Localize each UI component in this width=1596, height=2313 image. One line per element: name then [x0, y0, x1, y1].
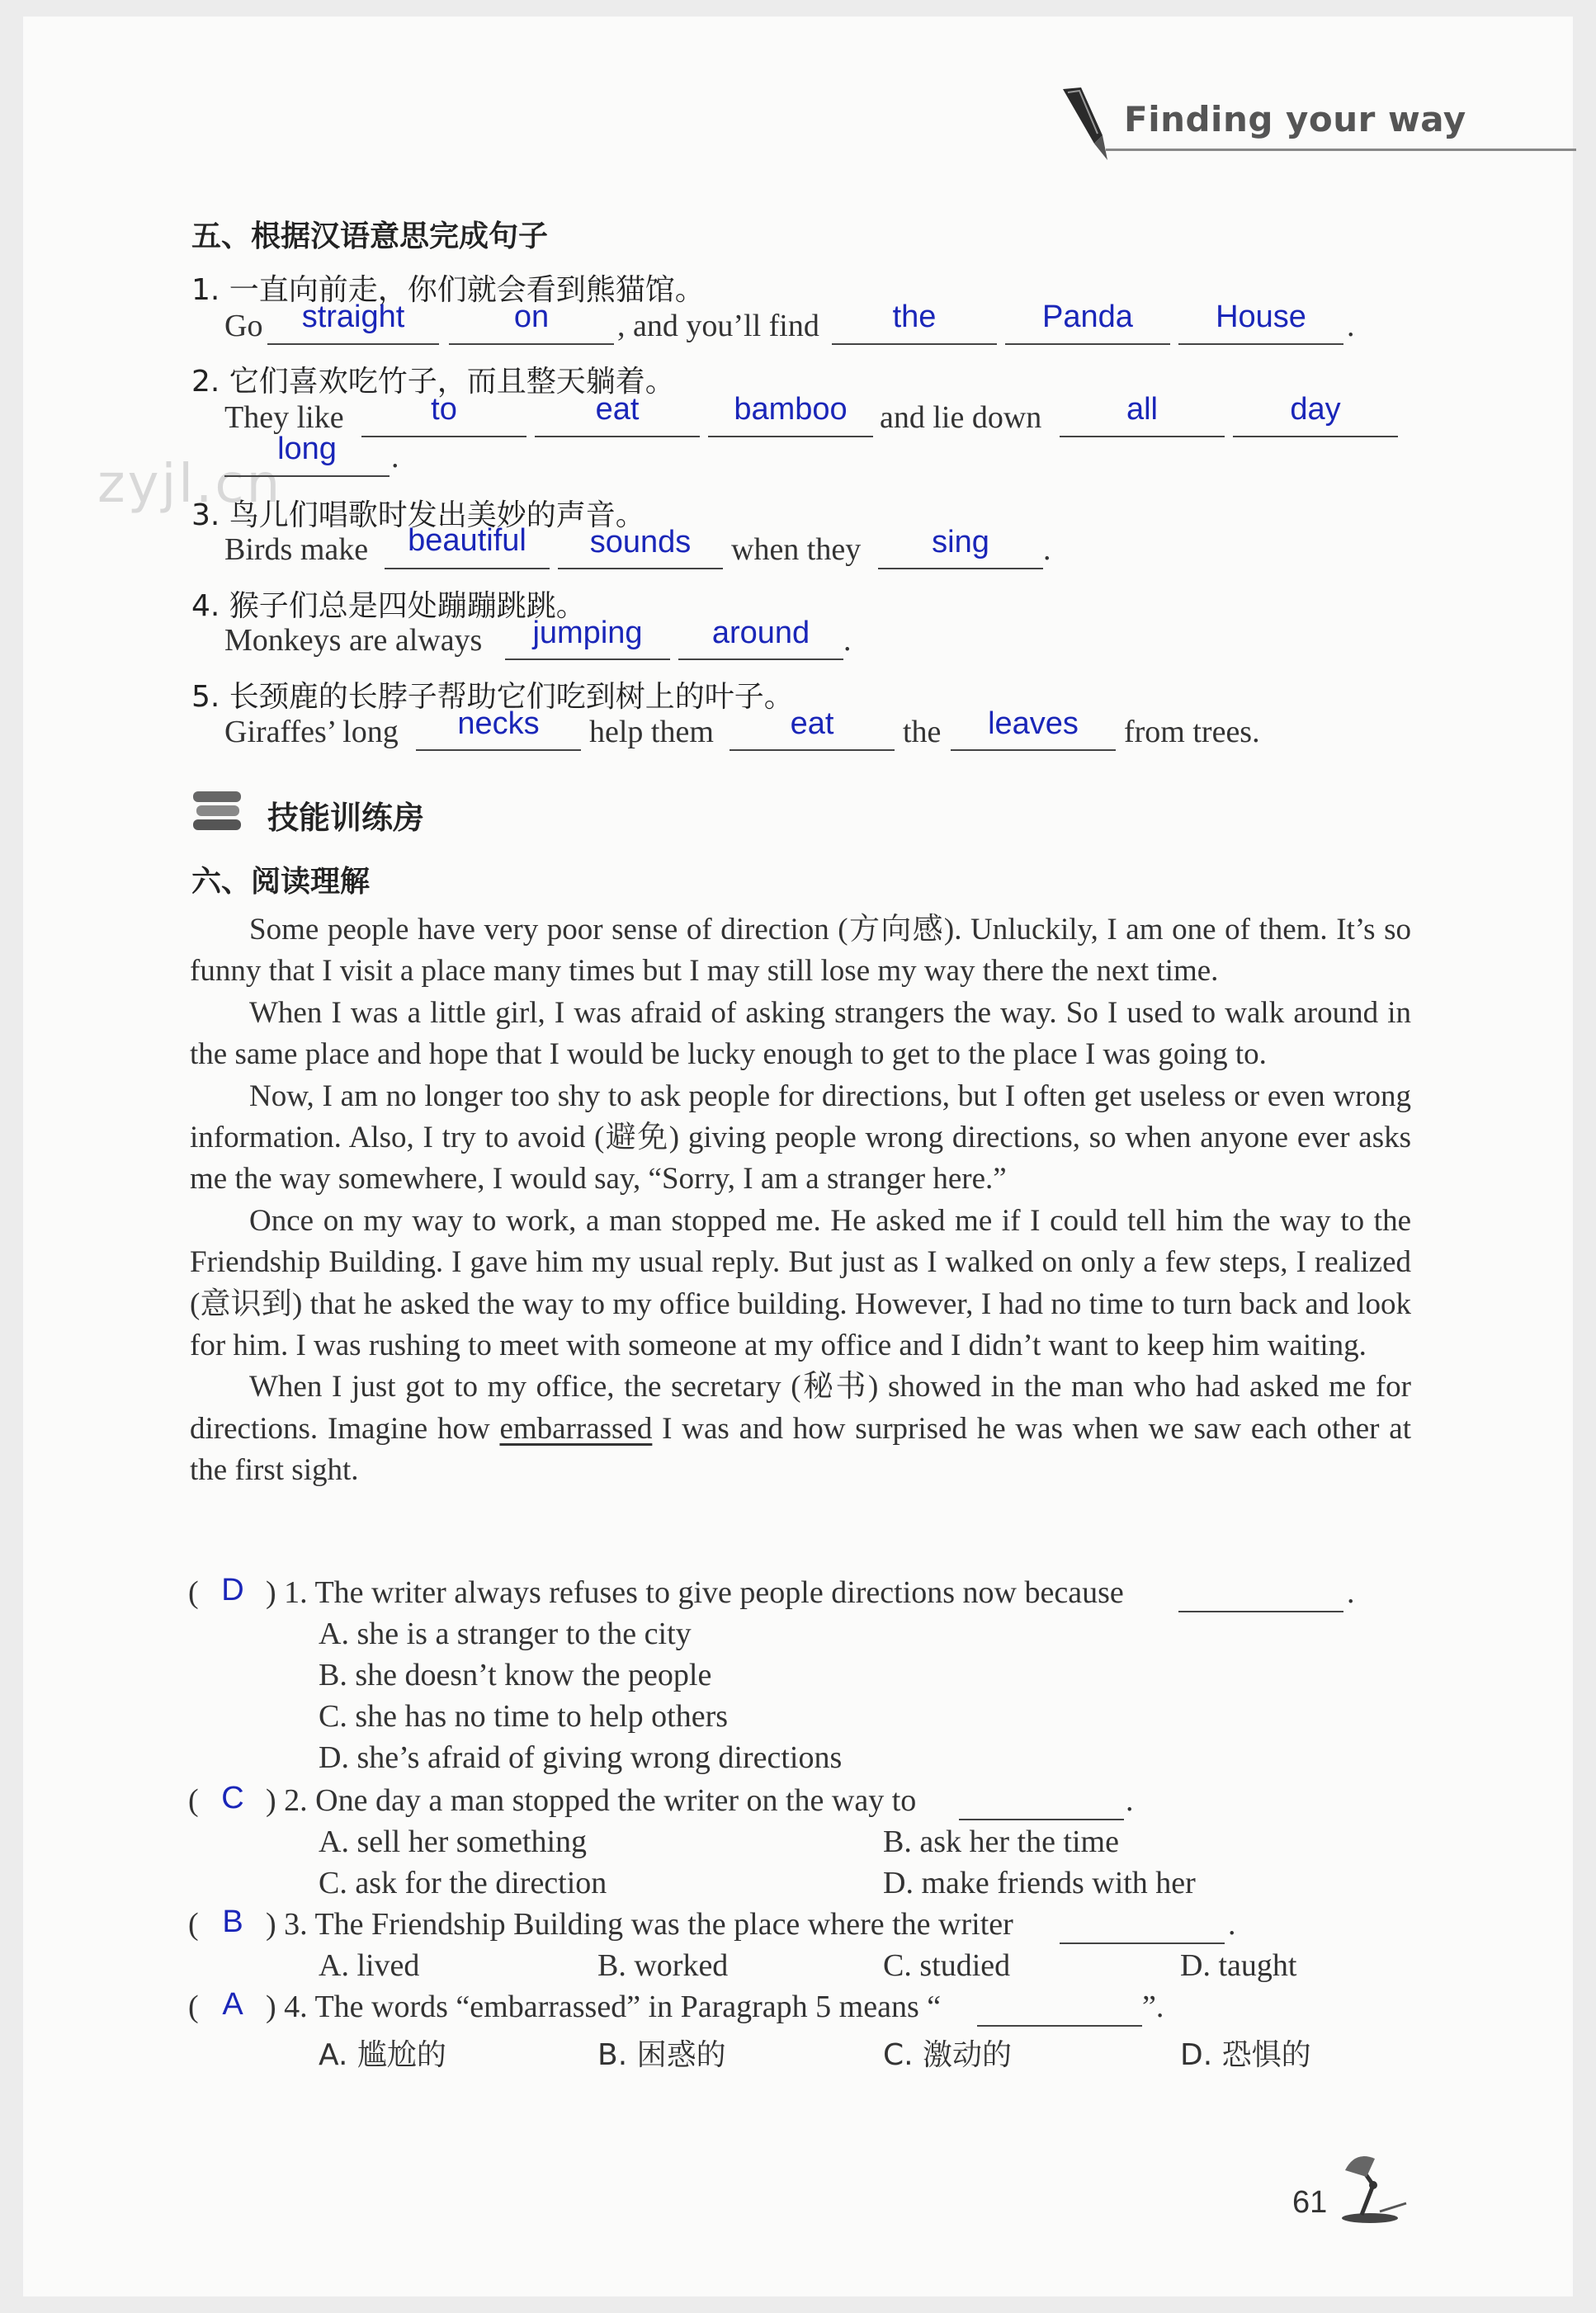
answer-blank	[416, 749, 581, 751]
answer-text: around	[711, 616, 810, 650]
answer-text: the	[892, 300, 937, 334]
answer-text: sounds	[589, 525, 692, 559]
question-answer: D	[221, 1573, 244, 1607]
sentence1-text-1: Go	[224, 309, 263, 343]
sentence3-end: .	[1043, 532, 1051, 567]
option: C. studied	[883, 1948, 1011, 1983]
answer-blank	[1005, 343, 1170, 345]
answer-text: beautiful	[408, 523, 526, 558]
option: D. taught	[1180, 1948, 1297, 1983]
answer-blank	[832, 343, 997, 345]
books-icon	[191, 788, 243, 834]
sentence4-text-1: Monkeys are always	[224, 623, 483, 658]
answer-text: Panda	[1042, 300, 1133, 334]
sentence4-chinese: 4. 猴子们总是四处蹦蹦跳跳。	[191, 589, 586, 623]
question-end: .	[1228, 1907, 1236, 1942]
answer-paren-open: (	[188, 1783, 199, 1818]
sentence1-chinese: 1. 一直向前走，你们就会看到熊猫馆。	[191, 273, 705, 307]
answer-blank	[385, 568, 550, 569]
answer-blank	[977, 2025, 1142, 2027]
answer-blank	[1060, 436, 1225, 437]
answer-blank	[449, 343, 614, 345]
answer-text: day	[1290, 392, 1341, 427]
desk-lamp-icon	[1337, 2145, 1411, 2224]
watermark: zyjl.cn	[97, 454, 283, 515]
question-stem: ) 2. One day a man stopped the writer on the way to	[266, 1783, 917, 1818]
skills-title: 技能训练房	[267, 800, 425, 836]
answer-text: sing	[932, 525, 989, 559]
question-answer: C	[221, 1781, 244, 1815]
pen-nib-icon	[1056, 86, 1116, 168]
header-title: Finding your way	[1124, 99, 1466, 139]
option: A. sell her something	[319, 1824, 588, 1859]
answer-paren-open: (	[188, 1575, 199, 1610]
option: B. she doesn’t know the people	[319, 1658, 712, 1692]
sentence3-text-1: Birds make	[224, 532, 369, 567]
question-end: .	[1347, 1575, 1355, 1610]
option: A. she is a stranger to the city	[319, 1617, 692, 1651]
sentence2-chinese: 2. 它们喜欢吃竹子，而且整天躺着。	[191, 365, 675, 399]
sentence5-end: from trees.	[1124, 715, 1260, 749]
passage-paragraph: Once on my way to work, a man stopped me. He asked me if I could tell him the way to the Friendship Building. I gave him my usual reply. But just as I walked on only a few steps, I realized (意识到) that he asked the way to my office building. However, I had no time to turn back and look for him. I was rushing to meet with someone at my office and I didn’t want to keep him waiting.	[190, 1203, 1411, 1363]
answer-text: bamboo	[734, 392, 848, 427]
option: A. lived	[319, 1948, 420, 1983]
question-end: .	[1126, 1783, 1134, 1818]
answer-blank	[730, 749, 895, 751]
answer-paren-open: (	[188, 1990, 199, 2024]
option: B. worked	[597, 1948, 729, 1983]
option: A. 尴尬的	[319, 2038, 446, 2072]
option: B. 困惑的	[597, 2038, 726, 2072]
sentence3-chinese: 3. 鸟儿们唱歌时发出美妙的声音。	[191, 498, 645, 532]
paragraph5-start: When I just got to my office, the secretary (秘书) showed in the man who had asked me for directions. Imagine how	[190, 1370, 1411, 1446]
passage-paragraph: Now, I am no longer too shy to ask people for directions, but I often get useless or even wrong information. Also, I try to avoid (避免) giving people wrong directions, so when anyone ever asks me the way somewhere, I would say, “Sorry, I am a stranger here.”	[190, 1079, 1411, 1197]
answer-blank	[535, 436, 700, 437]
option: C. 激动的	[883, 2038, 1013, 2072]
question-answer: A	[222, 1987, 243, 2022]
answer-text: to	[431, 392, 457, 427]
sentence5-text-3: the	[903, 715, 942, 749]
passage-paragraph: When I was a little girl, I was afraid of asking strangers the way. So I used to walk around in the same place and hope that I would be lucky enough to get to the place I was going to.	[190, 995, 1411, 1072]
answer-blank	[224, 475, 390, 477]
answer-text: eat	[790, 706, 834, 741]
answer-text: necks	[457, 706, 540, 741]
option: C. ask for the direction	[319, 1866, 607, 1900]
answer-blank	[558, 568, 723, 569]
option: D. make friends with her	[883, 1866, 1196, 1900]
answer-text: jumping	[532, 616, 643, 650]
answer-blank	[878, 568, 1043, 569]
sentence1-text-2: , and you’ll find	[617, 309, 819, 343]
sentence4-end: .	[843, 623, 852, 658]
answer-text: leaves	[988, 706, 1079, 741]
sentence2-text-2: and lie down	[880, 400, 1042, 435]
passage-paragraph: Some people have very poor sense of direction (方向感). Unluckily, I am one of them. It’s so funny that I visit a place many times but I may still lose my way there the next time.	[190, 913, 1411, 989]
question-stem: ) 3. The Friendship Building was the place where the writer	[266, 1907, 1013, 1942]
answer-text: straight	[301, 300, 405, 334]
answer-text: House	[1216, 300, 1306, 334]
paragraph5-end: I was and how surprised he was when we saw each other at the first sight.	[190, 1411, 1411, 1488]
sentence3-text-2: when they	[731, 532, 862, 567]
answer-blank	[678, 658, 843, 660]
sentence5-text-1: Giraffes’ long	[224, 715, 399, 749]
answer-text: all	[1126, 392, 1159, 427]
sentence2-text-1: They like	[224, 400, 344, 435]
sentence2-end: .	[391, 440, 399, 474]
sentence5-chinese: 5. 长颈鹿的长脖子帮助它们吃到树上的叶子。	[191, 680, 794, 714]
header-rule	[1106, 149, 1576, 151]
question-stem: ) 4. The words “embarrassed” in Paragraph 5 means “	[266, 1990, 942, 2024]
answer-text: eat	[595, 392, 640, 427]
reading-passage	[190, 909, 1411, 1492]
answer-blank	[1060, 1942, 1225, 1944]
question-end: ”.	[1142, 1990, 1164, 2024]
section6-title: 六、阅读理解	[191, 865, 371, 899]
option: D. 恐惧的	[1180, 2038, 1311, 2072]
page-number: 61	[1292, 2185, 1328, 2220]
option: C. she has no time to help others	[319, 1699, 729, 1734]
question-stem: ) 1. The writer always refuses to give people directions now because	[266, 1575, 1124, 1610]
answer-text: on	[513, 300, 550, 334]
answer-blank	[505, 658, 670, 660]
option: D. she’s afraid of giving wrong directions	[319, 1740, 843, 1775]
answer-blank	[959, 1819, 1124, 1820]
answer-paren-open: (	[188, 1907, 199, 1942]
sentence5-text-2: help them	[589, 715, 714, 749]
answer-blank	[1178, 1611, 1343, 1612]
option: B. ask her the time	[883, 1824, 1119, 1859]
answer-text: long	[277, 432, 337, 466]
answer-blank	[1178, 343, 1343, 345]
answer-blank	[1233, 436, 1398, 437]
question-answer: B	[222, 1905, 243, 1939]
answer-blank	[267, 343, 439, 345]
answer-blank	[708, 436, 873, 437]
underlined-word: embarrassed	[499, 1411, 653, 1446]
answer-blank	[951, 749, 1116, 751]
sentence1-end: .	[1347, 309, 1355, 343]
passage-paragraph	[190, 1367, 1411, 1491]
section5-title: 五、根据汉语意思完成句子	[191, 219, 549, 253]
